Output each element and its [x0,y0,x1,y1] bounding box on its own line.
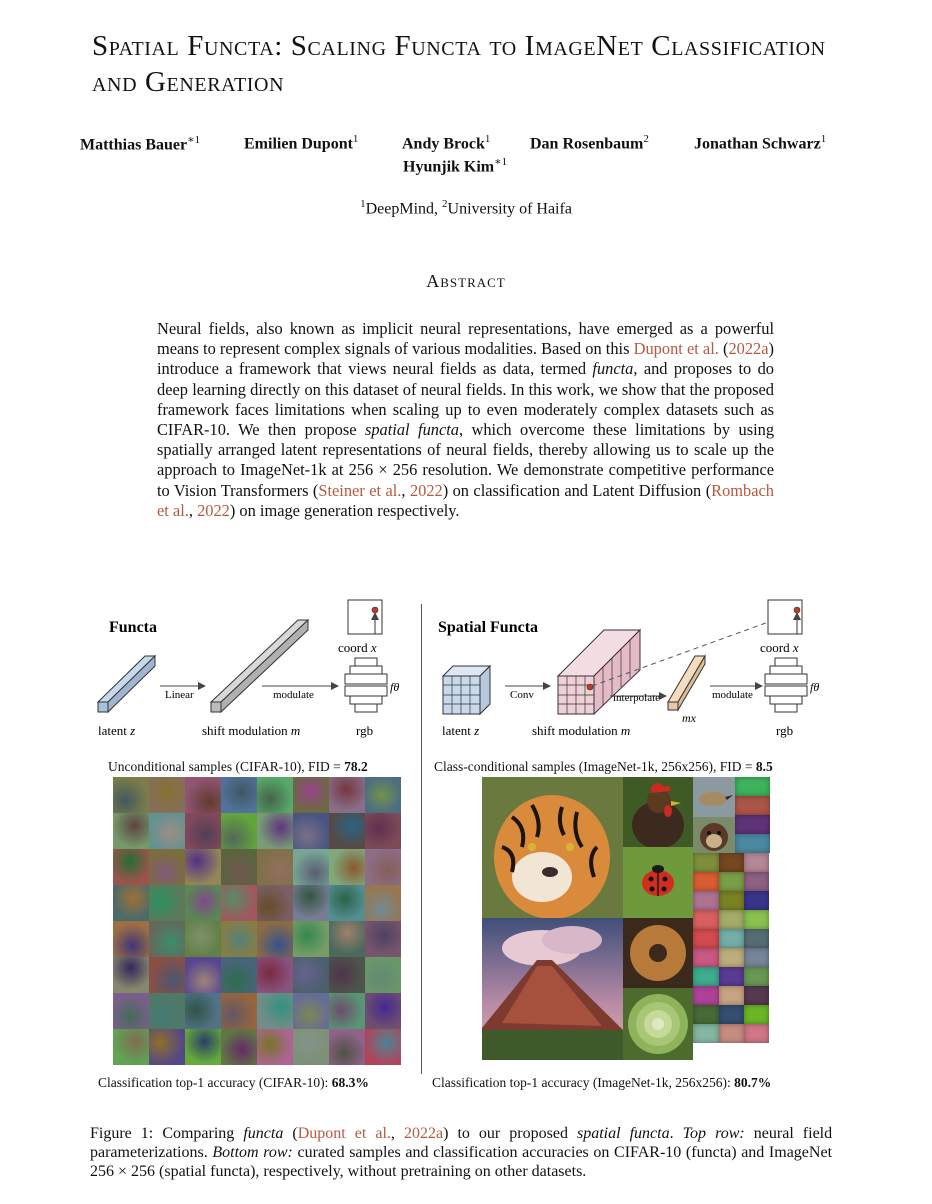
citation-year-link[interactable]: 2022 [409,480,443,500]
cifar-sample-tile [113,957,149,993]
cifar-sample-tile [293,885,329,921]
cifar-sample-tile [113,813,149,849]
figure-diagram [0,590,932,750]
spatial-f-theta-label: fθ [810,680,820,694]
imagenet-sample-tile [735,834,770,853]
cifar-sample-tile [257,921,293,957]
imagenet-sample-tile [744,910,769,929]
cifar-sample-tile [185,777,221,813]
citation-year-link[interactable]: 2022 [197,500,230,520]
conv-label: Conv [510,689,534,701]
imagenet-sample-tile [744,986,769,1005]
citation-link[interactable]: Dupont et al. [633,339,719,359]
cifar-sample-tile [221,1029,257,1065]
cifar-sample-tile [365,993,401,1029]
imagenet-accuracy-caption: Classification top-1 accuracy (ImageNet-1k, 256x256): 80.7% [432,1075,772,1090]
imagenet-samples-caption: Class-conditional samples (ImageNet-1k, 256x256), FID = 8.5 [434,759,773,774]
imagenet-sample-tile [719,948,744,967]
abstract-heading: Abstract [426,271,506,291]
bagel-image [623,918,693,988]
cifar-sample-tile [293,813,329,849]
cifar-sample-tile [149,849,185,885]
mx-vector [668,656,705,710]
ladybug-image [623,847,693,918]
cifar-sample-tile [293,921,329,957]
affiliations: $^1$DeepMind, $^2$University of Haifa [360,198,572,218]
imagenet-sample-tile [693,853,719,872]
cifar-sample-tile [293,849,329,885]
network-f-theta [345,658,387,712]
imagenet-sample-tile [744,929,769,948]
modulate-label: modulate [273,689,314,701]
latent-grid [443,666,490,714]
imagenet-sample-mosaic [482,777,770,1060]
cifar-sample-tile [113,921,149,957]
linear-label: Linear [165,689,194,701]
imagenet-sample-tile [719,1024,744,1043]
cifar-sample-tile [329,957,365,993]
cifar-sample-tile [257,777,293,813]
spatial-functa-title: Spatial Functa [438,619,539,636]
imagenet-sample-tile [744,1005,769,1024]
spatial-rgb-label: rgb [776,723,794,738]
interpolate-label: interpolate [613,692,661,704]
cifar-sample-tile [329,921,365,957]
cifar-sample-tile [185,1029,221,1065]
imagenet-sample-tile [719,929,744,948]
author-3: Andy Brock$^1$ [402,133,491,153]
cifar-sample-tile [185,993,221,1029]
spatial-network-f-theta [765,658,807,712]
spatial-modulate-label: modulate [712,689,753,701]
cifar-sample-tile [185,921,221,957]
cifar-sample-tile [185,885,221,921]
cifar-sample-tile [365,921,401,957]
cifar-sample-tile [149,993,185,1029]
imagenet-sample-tile [744,872,769,891]
imagenet-sample-tile [693,948,719,967]
cifar-sample-tile [365,957,401,993]
cifar-sample-tile [221,885,257,921]
cifar-sample-grid [113,777,401,1065]
cifar-sample-tile [365,1029,401,1065]
coord-dot [372,607,378,613]
figure-divider [421,604,422,1074]
imagenet-sample-tile [693,1005,719,1024]
cifar-sample-tile [329,849,365,885]
cifar-sample-tile [149,1029,185,1065]
cifar-sample-tile [185,849,221,885]
author-5: Jonathan Schwarz$^1$ [694,133,827,153]
coord-box [348,600,382,634]
cifar-sample-tile [221,993,257,1029]
cifar-sample-tile [113,849,149,885]
mx-label: mx [682,711,696,725]
author-6: Hyunjik Kim$^{∗1}$ [403,156,508,176]
cifar-sample-tile [113,777,149,813]
cifar-sample-tile [293,957,329,993]
spatial-shift-label: shift modulation m [532,723,631,738]
imagenet-sample-tile [735,796,770,815]
imagenet-sample-tile [693,891,719,910]
imagenet-sample-tile [693,910,719,929]
cifar-sample-tile [293,1029,329,1065]
imagenet-sample-tile [693,986,719,1005]
imagenet-sample-tile [744,967,769,986]
cifar-sample-tile [185,813,221,849]
citation-year-link[interactable]: 2022a [728,339,769,359]
cifar-sample-tile [329,777,365,813]
artichoke-image [623,988,693,1060]
cifar-sample-tile [257,1029,293,1065]
rgb-label: rgb [356,723,374,738]
imagenet-sample-tile [693,872,719,891]
spatial-latent-label: latent z [442,723,480,738]
cifar-sample-tile [257,957,293,993]
cifar-sample-tile [329,1029,365,1065]
cifar-sample-tile [185,957,221,993]
imagenet-sample-tile [693,967,719,986]
citation-year-link[interactable]: 2022a [403,1125,444,1142]
citation-link[interactable]: Steiner et al. [318,480,402,500]
imagenet-sample-tile [719,853,744,872]
cifar-sample-tile [257,993,293,1029]
cifar-sample-tile [113,885,149,921]
author-1: Matthias Bauer$^{∗1}$ [80,134,201,154]
coord-label: coord x [338,640,377,655]
imagenet-sample-tile [719,872,744,891]
spatial-coord-dot [794,607,800,613]
cifar-sample-tile [221,921,257,957]
imagenet-sample-tile [719,986,744,1005]
tiger-image [482,777,623,918]
imagenet-sample-tile [735,777,770,796]
bird-image [693,777,735,817]
imagenet-sample-tile [735,815,770,834]
cifar-accuracy-caption: Classification top-1 accuracy (CIFAR-10): 68.3% [98,1075,369,1090]
imagenet-sample-tile [719,967,744,986]
rooster-image [623,777,693,847]
imagenet-sample-tile [744,853,769,872]
cifar-sample-tile [329,993,365,1029]
cifar-sample-tile [149,921,185,957]
cifar-sample-tile [221,957,257,993]
shift-modulation-label: shift modulation m [202,723,301,738]
imagenet-sample-tile [693,1024,719,1043]
cifar-sample-tile [329,885,365,921]
cifar-sample-tile [293,993,329,1029]
cifar-sample-tile [257,849,293,885]
imagenet-sample-tile [719,891,744,910]
imagenet-sample-tile [719,1005,744,1024]
figure-caption: Figure 1: Comparing functa (Dupont et al., 2022a) to our proposed spatial functa. Top row: neural field parameterizations. Bottom row: curated samples and classification accuracies on CIFAR-10 (functa) and ImageNet 256 × 256 (spatial functa), respectively, without pretraining on other datasets. [90,1125,833,1180]
cifar-sample-tile [221,813,257,849]
cifar-sample-tile [149,885,185,921]
cifar-sample-tile [365,849,401,885]
cifar-sample-tile [365,813,401,849]
imagenet-sample-tile [693,929,719,948]
author-2: Emilien Dupont$^1$ [244,133,359,153]
cifar-sample-tile [113,993,149,1029]
cifar-sample-tile [149,777,185,813]
abstract-text: Neural fields, also known as implicit neural representations, have emerged as a powerful means to represent complex signals of various modalities. Based on this Dupont et al. (2022a) introduce a framework that views neural fields as data, termed functa, and proposes to do deep learning directly on this dataset of neural fields. In this work, we show that the proposed framework faces limitations when scaling up to even moderately complex datasets such as CIFAR-10. We then propose spatial functa, which overcome these limitations by using spatially arranged latent representations of neural fields, thereby allowing us to scale up the approach to ImageNet-1k at 256 × 256 resolution. We demonstrate competitive performance to Vision Transformers (Steiner et al., 2022) on classification and Latent Diffusion (Rombach et al., 2022) on image generation respectively. [157,319,775,520]
cifar-sample-tile [293,777,329,813]
author-4: Dan Rosenbaum$^2$ [530,133,649,153]
latent-label: latent z [98,723,136,738]
volcano-image [482,918,623,1060]
cifar-sample-tile [149,957,185,993]
cifar-sample-tile [257,885,293,921]
imagenet-sample-tile [744,1024,769,1043]
functa-title: Functa [109,619,157,636]
dog-image [693,817,735,853]
cifar-sample-tile [365,777,401,813]
citation-link[interactable]: Rombach et al. [157,480,774,520]
imagenet-sample-tile [744,948,769,967]
f-theta-label: fθ [390,680,400,694]
cifar-sample-tile [365,885,401,921]
cifar-sample-tile [149,813,185,849]
imagenet-sample-tile [744,891,769,910]
cifar-sample-tile [221,849,257,885]
imagenet-sample-tile [719,910,744,929]
latent-vector [98,656,155,712]
spatial-coord-label: coord x [760,640,799,655]
cifar-sample-tile [113,1029,149,1065]
cifar-sample-tile [221,777,257,813]
cifar-sample-tile [257,813,293,849]
cifar-sample-tile [329,813,365,849]
paper-title: Spatial Functa: Scaling Functa to ImageNet Classification and Generation [92,30,826,98]
cifar-samples-caption: Unconditional samples (CIFAR-10), FID = 78.2 [108,759,368,774]
citation-link[interactable]: Dupont et al. [297,1125,391,1142]
